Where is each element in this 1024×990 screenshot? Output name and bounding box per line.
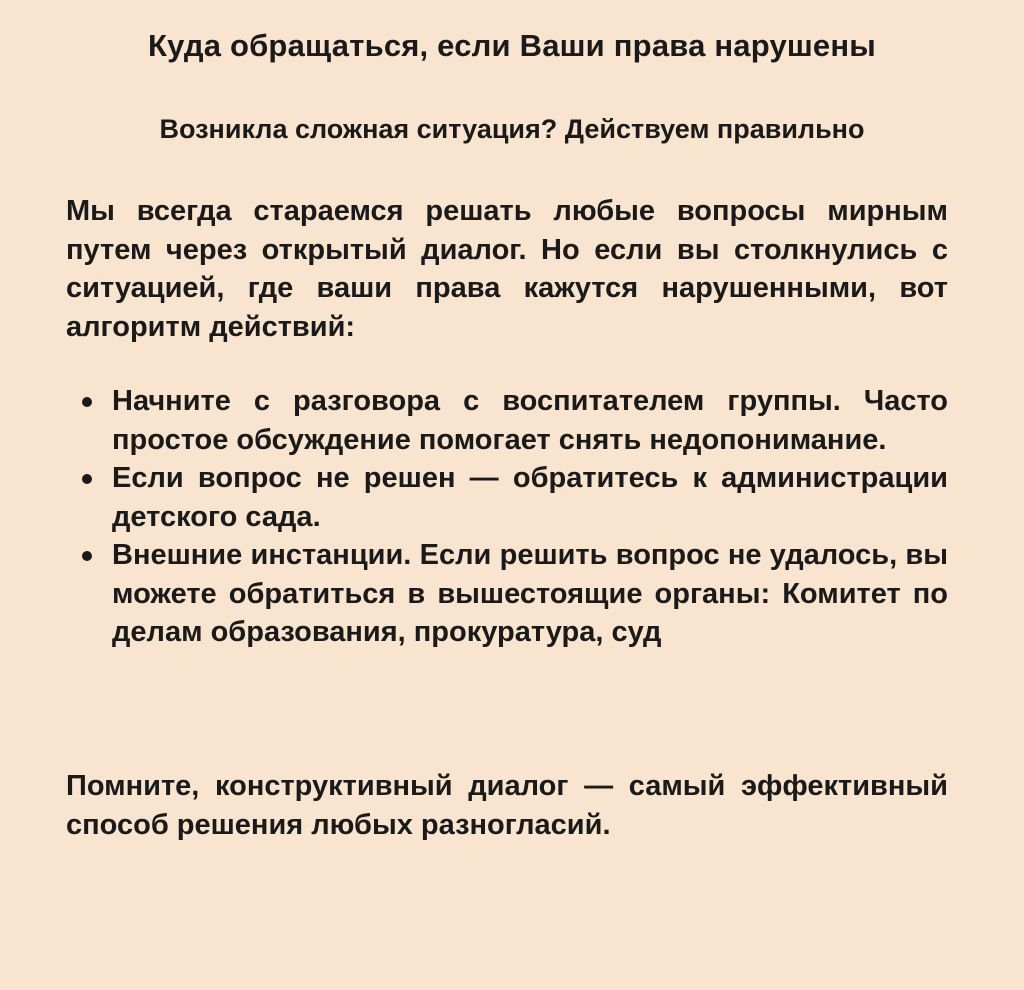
- list-item: [66, 382, 948, 459]
- step-text: Начните с разговора с воспитателем группы. Часто простое обсуждение помогает снять недопонимание.: [112, 385, 948, 456]
- list-item: [66, 536, 948, 652]
- intro-paragraph: Мы всегда стараемся решать любые вопросы мирным путем через открытый диалог. Но если вы столкнулись с ситуацией, где ваши права кажутся нарушенными, вот алгоритм действий:: [66, 195, 948, 343]
- bullet-icon: [82, 474, 92, 484]
- step-text: Внешние инстанции. Если решить вопрос не удалось, вы можете обратиться в вышестоящие органы: Комитет по делам образования, прокуратура, суд: [112, 539, 948, 648]
- bullet-icon: [82, 397, 92, 407]
- page-subtitle: Возникла сложная ситуация? Действуем правильно: [159, 114, 865, 144]
- step-text: Если вопрос не решен — обратитесь к администрации детского сада.: [112, 462, 948, 533]
- list-item: [66, 459, 948, 536]
- steps-list: [66, 382, 948, 652]
- closing-paragraph: Помните, конструктивный диалог — самый эффективный способ решения любых разногласий.: [66, 770, 948, 841]
- page-title: Куда обращаться, если Ваши права нарушены: [148, 28, 876, 63]
- bullet-icon: [82, 551, 92, 561]
